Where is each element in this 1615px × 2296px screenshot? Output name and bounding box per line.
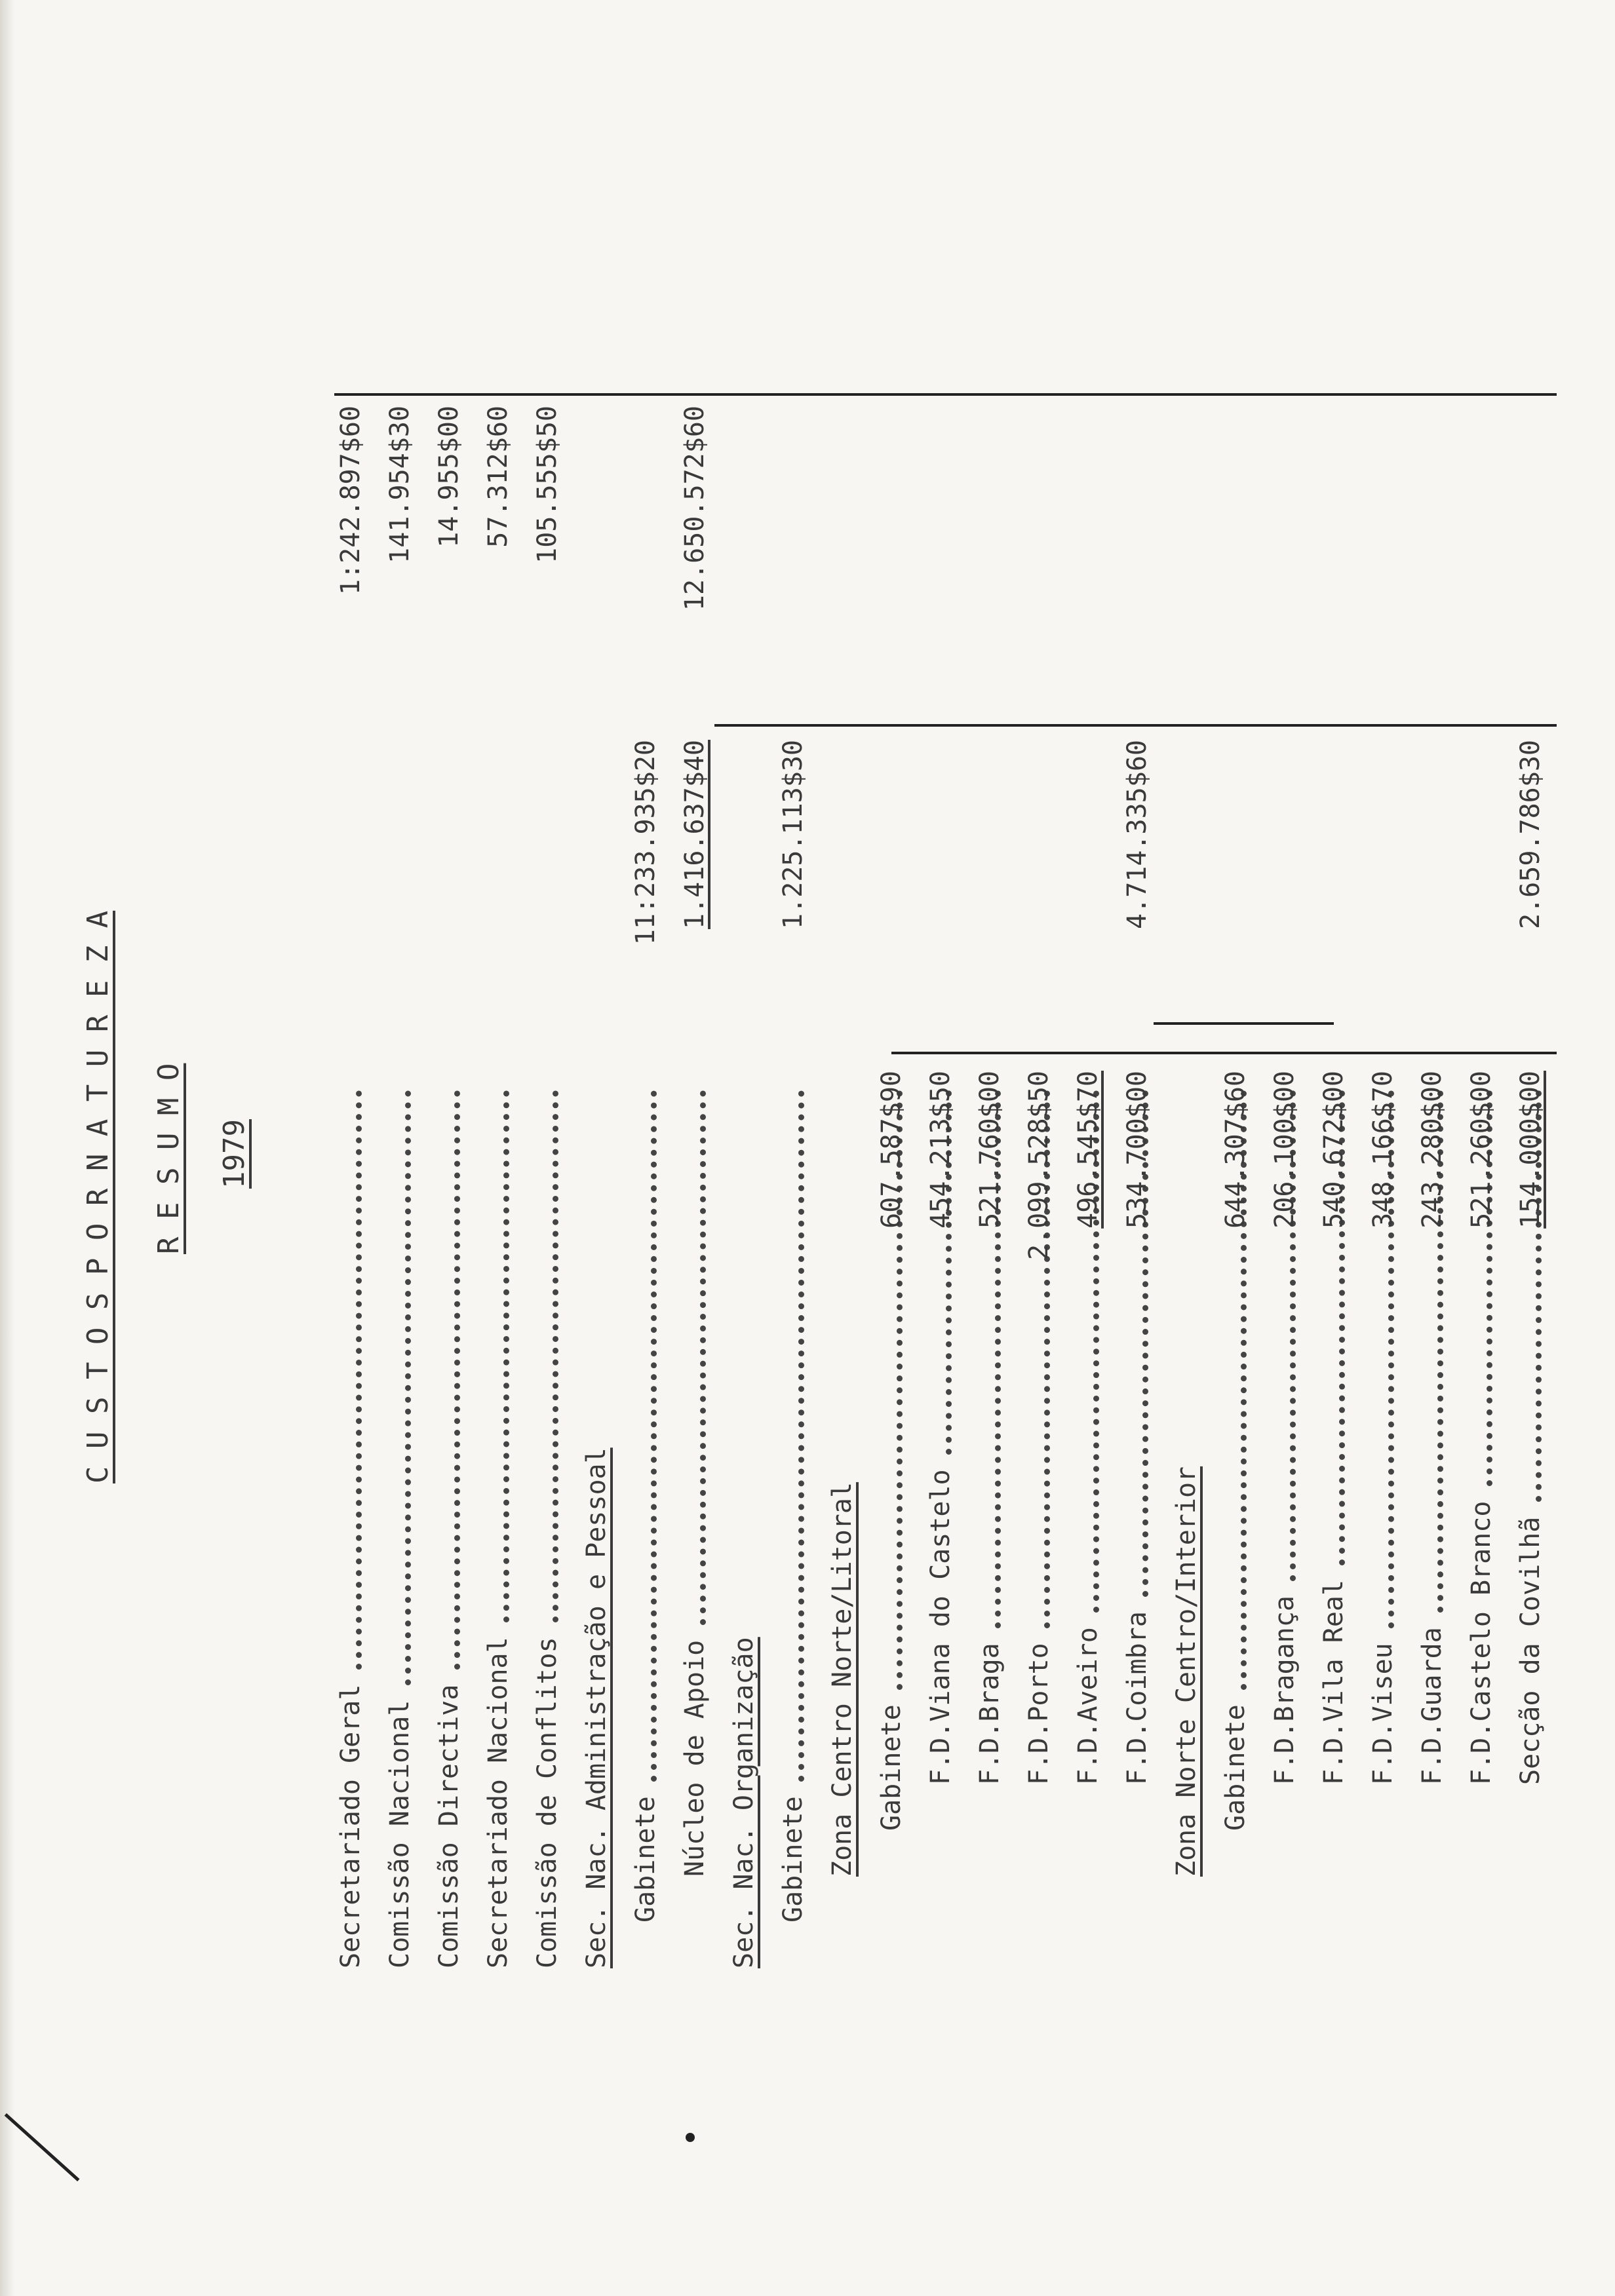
- amount-col3: 12.650.572$60: [680, 406, 710, 611]
- row-label: Secretariado Nacional: [483, 1637, 513, 1968]
- amount-col2: 1.416.637$40: [680, 740, 710, 929]
- amount-col1: 521.260$00: [1466, 1071, 1496, 1229]
- section-heading: Sec. Nac. Organização: [729, 1637, 759, 1968]
- dot-leader: [700, 1090, 706, 1626]
- subtotal-rule: [1154, 1022, 1334, 1025]
- row-label: F.D.Coimbra: [1122, 1611, 1152, 1785]
- row-label: F.D.Aveiro: [1073, 1627, 1103, 1785]
- section-heading: Zona Centro Norte/Litoral: [827, 1482, 857, 1877]
- column-rule-2: [714, 724, 1557, 727]
- amount-col1: 2.099.528$50: [1024, 1071, 1054, 1260]
- row-label: F.D.Castelo Branco: [1466, 1501, 1496, 1785]
- dot-leader: [405, 1090, 411, 1685]
- page-year: 1979: [218, 1119, 251, 1189]
- row-label: Comissão Nacional: [385, 1700, 415, 1968]
- amount-col1: 540.672$00: [1319, 1071, 1349, 1229]
- amount-col3: 1:242.897$60: [336, 406, 366, 595]
- row-label: F.D.Viseu: [1368, 1643, 1398, 1785]
- amount-col3: 57.312$60: [483, 406, 513, 548]
- amount-col1: 454.213$50: [925, 1071, 956, 1229]
- row-label: Gabinete: [876, 1704, 906, 1831]
- row-label: Secção da Covilhã: [1515, 1516, 1546, 1785]
- amount-col1: 348.166$70: [1368, 1071, 1398, 1229]
- column-rule-3: [334, 393, 1557, 396]
- page-title: C U S T O S P O R N A T U R E Z A: [81, 910, 115, 1483]
- amount-col1: 607.587$90: [876, 1071, 906, 1229]
- row-label: Secretariado Geral: [336, 1684, 366, 1968]
- row-label: F.D.Porto: [1024, 1643, 1054, 1785]
- row-label: Núcleo de Apoio: [680, 1639, 710, 1877]
- dot-leader: [454, 1090, 460, 1670]
- amount-col2: 2.659.786$30: [1515, 740, 1546, 929]
- row-label: F.D.Guarda: [1417, 1627, 1447, 1785]
- amount-col1: 206.100$00: [1270, 1071, 1300, 1229]
- row-label: Gabinete: [778, 1796, 808, 1923]
- dot-leader: [651, 1090, 657, 1782]
- amount-col1: 644.307$60: [1220, 1071, 1251, 1229]
- dot-leader: [553, 1090, 558, 1622]
- amount-col1: 154.000$00: [1515, 1071, 1546, 1229]
- row-label: Comissão Directiva: [434, 1684, 464, 1968]
- amount-col2: 11:233.935$20: [631, 740, 661, 946]
- amount-col2: 1.225.113$30: [778, 740, 808, 929]
- column-rule-1: [891, 1052, 1557, 1054]
- amount-col1: 534.700$00: [1122, 1071, 1152, 1229]
- dot-leader: [356, 1090, 362, 1670]
- amount-col1: 243.280$00: [1417, 1071, 1447, 1229]
- amount-col2: 4.714.335$60: [1122, 740, 1152, 929]
- row-label: Gabinete: [631, 1796, 661, 1923]
- section-heading: Sec. Nac. Administração e Pessoal: [581, 1447, 612, 1968]
- amount-col1: 496.545$70: [1073, 1071, 1103, 1229]
- page-subtitle: R E S U M O: [152, 1063, 185, 1254]
- row-label: Gabinete: [1220, 1704, 1251, 1831]
- amount-col3: 141.954$30: [385, 406, 415, 564]
- row-label: F.D.Viana do Castelo: [925, 1469, 956, 1785]
- amount-col1: 521.760$00: [975, 1071, 1005, 1229]
- amount-col3: 105.555$50: [532, 406, 562, 564]
- section-heading: Zona Norte Centro/Interior: [1171, 1466, 1201, 1877]
- dot-leader: [503, 1090, 509, 1622]
- amount-col3: 14.955$00: [434, 406, 464, 548]
- row-label: F.D.Bragança: [1270, 1596, 1300, 1785]
- row-label: F.D.Vila Real: [1319, 1579, 1349, 1785]
- dot-leader: [798, 1090, 804, 1782]
- row-label: F.D.Braga: [975, 1643, 1005, 1785]
- row-label: Comissão de Conflitos: [532, 1637, 562, 1968]
